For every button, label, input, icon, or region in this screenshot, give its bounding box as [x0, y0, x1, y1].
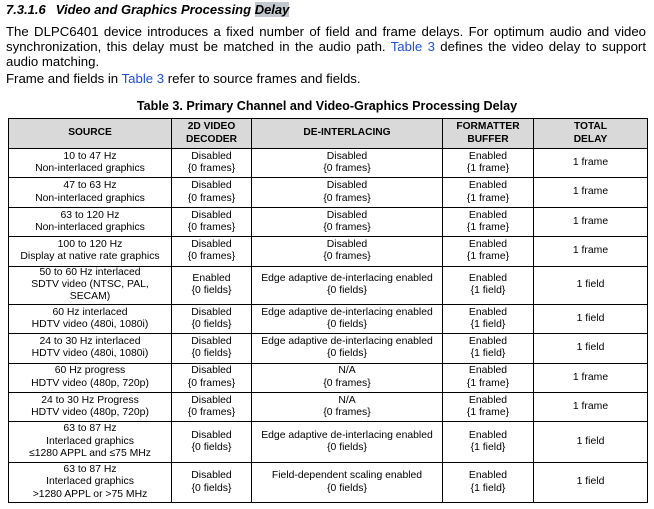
cell-text: SDTV video (NTSC, PAL, SECAM): [31, 278, 149, 303]
deinterlacing-cell: [252, 422, 443, 463]
cell-text: 63 to 87 Hz: [63, 423, 117, 435]
deinterlacing-cell: [252, 266, 443, 304]
cell-text: {1 field}: [470, 318, 506, 330]
cell-text: {0 fields}: [191, 482, 232, 494]
table-row: [9, 178, 648, 207]
total-delay-cell: [534, 363, 648, 392]
cell-text: {0 frames}: [187, 163, 236, 175]
source-cell: [9, 304, 172, 333]
header-deinterlacing: [252, 119, 443, 149]
cell-text: 1 field: [576, 312, 605, 324]
decoder-cell: [172, 304, 252, 333]
cell-text: Edge adaptive de-interlacing enabled: [261, 429, 433, 441]
header-text: DE-INTERLACING: [303, 127, 391, 139]
cell-text: 1 frame: [572, 245, 609, 257]
cell-text: Disabled: [326, 150, 368, 162]
source-cell: [9, 207, 172, 236]
formatter-cell: [443, 178, 534, 207]
header-text: 2D VIDEO: [187, 121, 236, 133]
cell-text: Enabled: [468, 272, 508, 284]
cell-text: {1 frame}: [466, 163, 510, 175]
section-heading: [6, 2, 289, 17]
cell-text: Disabled: [326, 180, 368, 192]
deinterlacing-cell: [252, 207, 443, 236]
cell-text: {0 fields}: [191, 348, 232, 360]
cell-text: 1 field: [576, 435, 605, 447]
cell-text: {1 field}: [470, 285, 506, 297]
cell-text: Non-interlaced graphics: [35, 163, 145, 175]
decoder-cell: [172, 178, 252, 207]
cell-text: 1 frame: [572, 371, 609, 383]
formatter-cell: [443, 462, 534, 503]
header-text: DECODER: [186, 133, 237, 145]
cell-text: 1 frame: [572, 400, 609, 412]
cell-text: Field-dependent scaling enabled: [271, 470, 423, 482]
note-paragraph: [6, 71, 646, 86]
cell-text: Enabled: [468, 429, 508, 441]
table-row: [9, 363, 648, 392]
table-row: [9, 266, 648, 304]
cell-text: {1 frame}: [466, 377, 510, 389]
deinterlacing-cell: [252, 178, 443, 207]
section-title-highlight: Delay: [254, 2, 290, 17]
formatter-cell: [443, 363, 534, 392]
total-delay-cell: [534, 207, 648, 236]
cell-text: 63 to 87 Hz: [63, 463, 117, 475]
formatter-cell: [443, 422, 534, 463]
cell-text: {0 frames}: [323, 163, 371, 175]
decoder-cell: [172, 149, 252, 178]
intro-paragraph: [6, 24, 646, 69]
header-formatter: [443, 119, 534, 149]
delay-table: [8, 118, 648, 503]
cell-text: HDTV video (480i, 1080i): [31, 318, 149, 330]
deinterlacing-cell: [252, 462, 443, 503]
cell-text: Enabled: [468, 365, 508, 377]
source-cell: [9, 237, 172, 266]
deinterlacing-cell: [252, 392, 443, 421]
formatter-cell: [443, 149, 534, 178]
cell-text: {0 frames}: [323, 377, 371, 389]
cell-text: HDTV video (480p, 720p): [31, 407, 149, 419]
cell-text: Enabled: [192, 272, 231, 284]
cell-text: Non-interlaced graphics: [35, 221, 145, 233]
cell-text: HDTV video (480p, 720p): [31, 377, 149, 389]
cell-text: {0 frames}: [187, 221, 236, 233]
table-3-link-2[interactable]: Table 3: [121, 71, 165, 86]
cell-text: 24 to 30 Hz interlaced: [39, 335, 141, 347]
table-caption: Table 3. Primary Channel and Video-Graphics Processing Delay: [136, 99, 518, 113]
deinterlacing-cell: [252, 149, 443, 178]
cell-text: 1 frame: [572, 215, 609, 227]
cell-text: Enabled: [468, 238, 508, 250]
cell-text: {0 frames}: [187, 377, 236, 389]
cell-text: 60 Hz interlaced: [52, 306, 128, 318]
cell-text: Interlaced graphics: [46, 435, 134, 447]
decoder-cell: [172, 334, 252, 363]
cell-text: Enabled: [468, 209, 508, 221]
cell-text: {0 frames}: [187, 192, 236, 204]
total-delay-cell: [534, 334, 648, 363]
formatter-cell: [443, 207, 534, 236]
header-text: DELAY: [573, 133, 608, 145]
cell-text: {1 frame}: [466, 251, 510, 263]
cell-text: {0 fields}: [327, 285, 367, 297]
header-text: BUFFER: [467, 133, 509, 145]
cell-text: Disabled: [191, 150, 232, 162]
cell-text: 63 to 120 Hz: [60, 209, 120, 221]
header-decoder: [172, 119, 252, 149]
cell-text: Display at native rate graphics: [20, 251, 160, 263]
cell-text: {1 field}: [470, 482, 506, 494]
source-cell: [9, 422, 172, 463]
cell-text: Disabled: [191, 238, 232, 250]
cell-text: Edge adaptive de-interlacing enabled: [261, 272, 433, 284]
decoder-cell: [172, 462, 252, 503]
cell-text: >1280 APPL or >75 MHz: [32, 488, 148, 500]
cell-text: 1 field: [576, 278, 605, 290]
cell-text: N/A: [338, 394, 356, 406]
cell-text: {0 frames}: [323, 251, 371, 263]
cell-text: {0 fields}: [191, 442, 232, 454]
cell-text: {0 fields}: [327, 442, 367, 454]
deinterlacing-cell: [252, 334, 443, 363]
cell-text: {0 frames}: [323, 192, 371, 204]
table-header-row: [9, 119, 648, 149]
cell-text: N/A: [338, 365, 356, 377]
decoder-cell: [172, 363, 252, 392]
header-source: [9, 119, 172, 149]
table-body: [9, 149, 648, 503]
cell-text: {0 fields}: [327, 482, 367, 494]
total-delay-cell: [534, 304, 648, 333]
table-row: [9, 462, 648, 503]
cell-text: {0 frames}: [323, 407, 371, 419]
intro-text-after: defines the video delay to support audio matching.: [6, 39, 646, 69]
cell-text: Enabled: [468, 306, 508, 318]
cell-text: Edge adaptive de-interlacing enabled: [261, 335, 433, 347]
table-row: [9, 334, 648, 363]
total-delay-cell: [534, 462, 648, 503]
source-cell: [9, 462, 172, 503]
source-cell: [9, 334, 172, 363]
table-row: [9, 149, 648, 178]
cell-text: HDTV video (480i, 1080i): [31, 348, 149, 360]
cell-text: Disabled: [191, 335, 232, 347]
note-text-before: Frame and fields in: [6, 71, 122, 86]
section-number: 7.3.1.6: [6, 2, 46, 17]
cell-text: 1 frame: [572, 156, 609, 168]
intro-text-before: The DLPC6401 device introduces a fixed number of field and frame delays. For optimum audio and video synchronization, this delay must be matched in the audio path.: [6, 24, 646, 54]
header-total-delay: [534, 119, 648, 149]
total-delay-cell: [534, 149, 648, 178]
decoder-cell: [172, 207, 252, 236]
cell-text: ≤1280 APPL and ≤75 MHz: [29, 448, 151, 460]
cell-text: 50 to 60 Hz interlaced: [39, 266, 141, 278]
cell-text: 1 field: [576, 342, 605, 354]
formatter-cell: [443, 237, 534, 266]
decoder-cell: [172, 392, 252, 421]
cell-text: {0 fields}: [191, 285, 232, 297]
section-title: Video and Graphics Processing: [55, 2, 255, 17]
deinterlacing-cell: [252, 304, 443, 333]
cell-text: {1 frame}: [466, 221, 510, 233]
table-row: [9, 422, 648, 463]
cell-text: {0 frames}: [323, 221, 371, 233]
total-delay-cell: [534, 422, 648, 463]
decoder-cell: [172, 422, 252, 463]
table-row: [9, 304, 648, 333]
cell-text: {0 fields}: [327, 318, 367, 330]
cell-text: Non-interlaced graphics: [35, 192, 145, 204]
header-text: FORMATTER: [456, 121, 520, 133]
formatter-cell: [443, 334, 534, 363]
table-row: [9, 207, 648, 236]
note-text-after: refer to source frames and fields.: [164, 71, 361, 86]
cell-text: {0 frames}: [187, 251, 236, 263]
total-delay-cell: [534, 266, 648, 304]
total-delay-cell: [534, 178, 648, 207]
cell-text: Enabled: [468, 394, 508, 406]
table-3-link[interactable]: Table 3: [390, 39, 435, 54]
cell-text: Disabled: [191, 306, 232, 318]
cell-text: {1 field}: [470, 442, 506, 454]
cell-text: 1 frame: [572, 186, 609, 198]
total-delay-cell: [534, 237, 648, 266]
cell-text: Enabled: [468, 335, 508, 347]
cell-text: Disabled: [191, 470, 232, 482]
cell-text: {0 fields}: [327, 348, 367, 360]
cell-text: 10 to 47 Hz: [63, 150, 117, 162]
source-cell: [9, 392, 172, 421]
cell-text: 60 Hz progress: [54, 365, 126, 377]
cell-text: {1 frame}: [466, 407, 510, 419]
cell-text: Disabled: [191, 209, 232, 221]
table-row: [9, 392, 648, 421]
cell-text: {0 fields}: [191, 318, 232, 330]
header-text: SOURCE: [68, 127, 112, 139]
cell-text: 24 to 30 Hz Progress: [41, 394, 139, 406]
cell-text: {0 frames}: [187, 407, 236, 419]
cell-text: Disabled: [326, 238, 368, 250]
cell-text: 47 to 63 Hz: [63, 180, 117, 192]
formatter-cell: [443, 304, 534, 333]
cell-text: Edge adaptive de-interlacing enabled: [261, 306, 433, 318]
cell-text: 100 to 120 Hz: [57, 238, 123, 250]
table-row: [9, 237, 648, 266]
cell-text: {1 frame}: [466, 192, 510, 204]
total-delay-cell: [534, 392, 648, 421]
source-cell: [9, 363, 172, 392]
formatter-cell: [443, 266, 534, 304]
decoder-cell: [172, 237, 252, 266]
cell-text: {1 field}: [470, 348, 506, 360]
formatter-cell: [443, 392, 534, 421]
header-text: TOTAL: [573, 121, 607, 133]
cell-text: Interlaced graphics: [46, 476, 134, 488]
cell-text: Disabled: [191, 365, 232, 377]
cell-text: Disabled: [191, 394, 232, 406]
cell-text: Disabled: [191, 180, 232, 192]
source-cell: [9, 178, 172, 207]
cell-text: Disabled: [191, 429, 232, 441]
deinterlacing-cell: [252, 363, 443, 392]
cell-text: Enabled: [468, 470, 508, 482]
decoder-cell: [172, 266, 252, 304]
source-cell: [9, 149, 172, 178]
source-cell: [9, 266, 172, 304]
deinterlacing-cell: [252, 237, 443, 266]
cell-text: Disabled: [326, 209, 368, 221]
cell-text: Enabled: [468, 180, 508, 192]
cell-text: 1 field: [576, 476, 605, 488]
cell-text: Enabled: [468, 150, 508, 162]
